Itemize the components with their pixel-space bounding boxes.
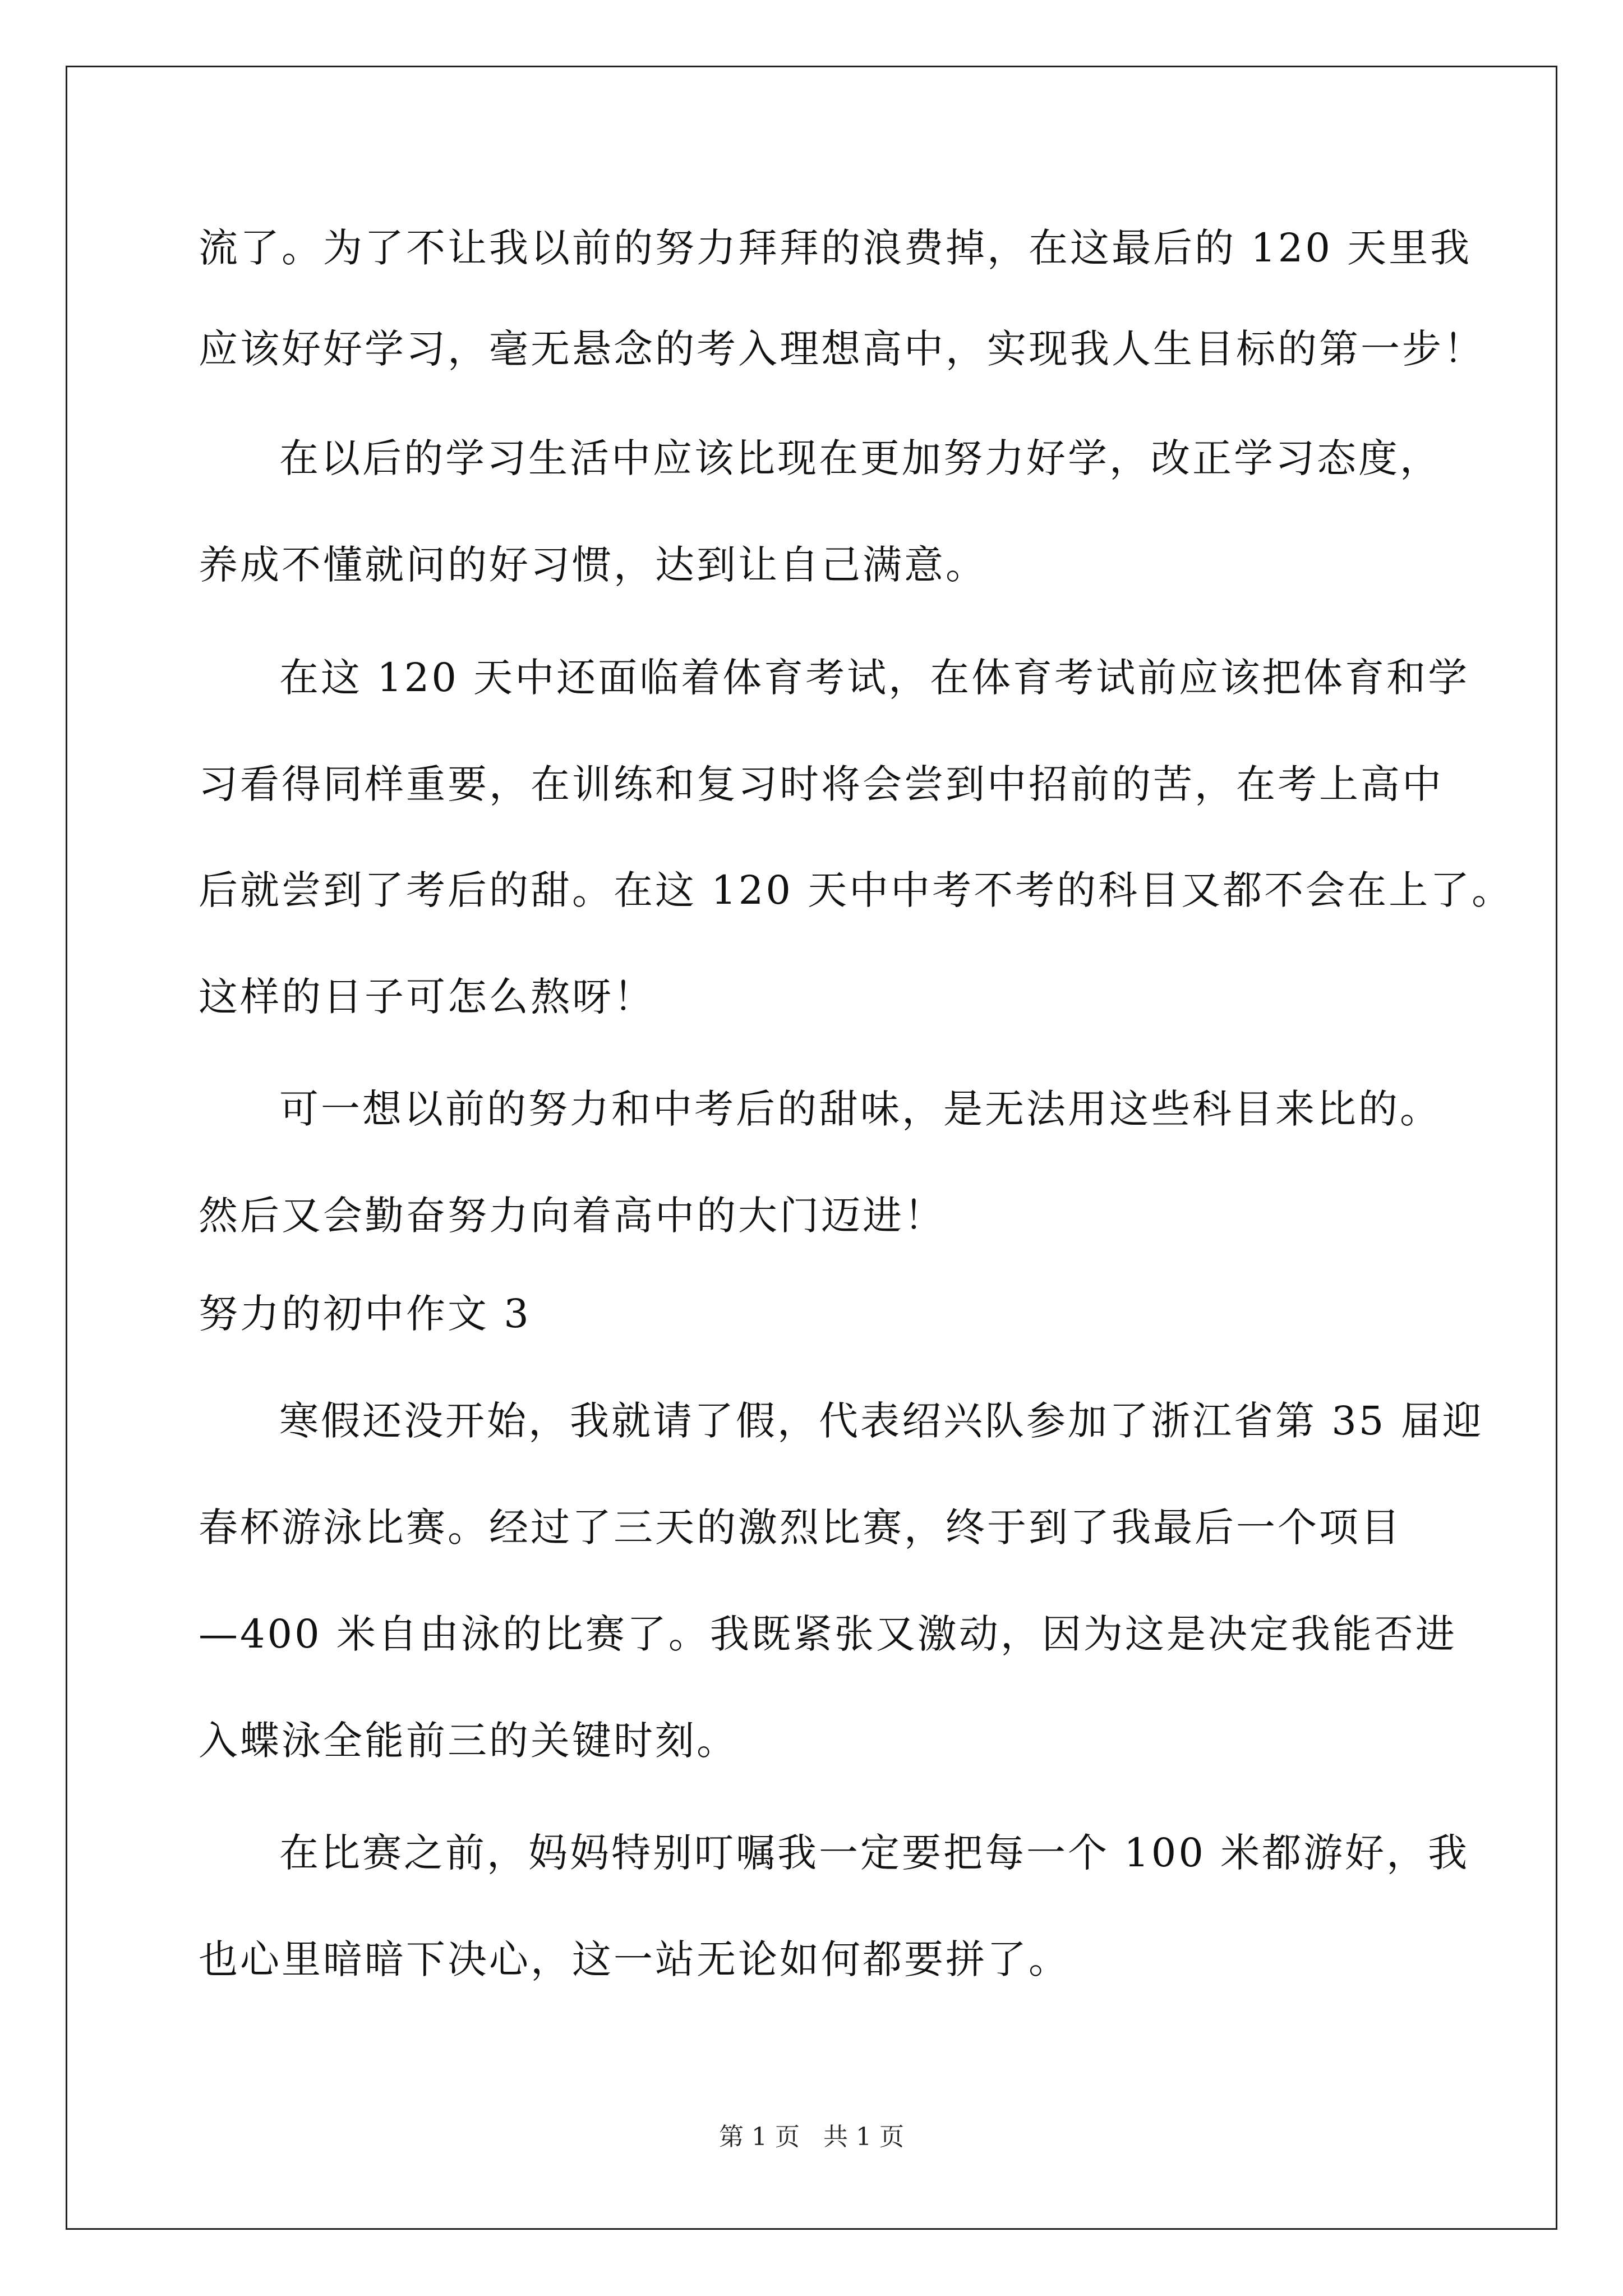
paragraph-line: 可一想以前的努力和中考后的甜味，是无法用这些科目来比的。	[279, 1086, 1441, 1132]
paragraph-line: 应该好好学习，毫无悬念的考入理想高中，实现我人生目标的第一步！	[199, 326, 1485, 372]
paragraph-line: 习看得同样重要，在训练和复习时将会尝到中招前的苦，在考上高中	[199, 761, 1444, 807]
paragraph-line: 后就尝到了考后的甜。在这 120 天中中考不考的科目又都不会在上了。	[199, 867, 1514, 913]
paragraph-line: 在比赛之前，妈妈特别叮嘱我一定要把每一个 100 米都游好，我	[279, 1830, 1470, 1876]
paragraph-line: 然后又会勤奋努力向着高中的大门迈进！	[199, 1193, 946, 1239]
paragraph-line: 春杯游泳比赛。经过了三天的激烈比赛，终于到了我最后一个项目	[199, 1504, 1402, 1550]
paragraph-line: 也心里暗暗下决心，这一站无论如何都要拼了。	[199, 1936, 1070, 1982]
page-footer: 第 1 页 共 1 页	[719, 2123, 904, 2151]
paragraph-line: 寒假还没开始，我就请了假，代表绍兴队参加了浙江省第 35 届迎	[279, 1398, 1484, 1444]
paragraph-line: 在这 120 天中还面临着体育考试，在体育考试前应该把体育和学	[279, 655, 1470, 701]
paragraph-line: —400 米自由泳的比赛了。我既紧张又激动，因为这是决定我能否进	[199, 1611, 1457, 1657]
paragraph-line: 在以后的学习生活中应该比现在更加努力好学，改正学习态度，	[279, 435, 1441, 481]
paragraph-line: 入蝶泳全能前三的关键时刻。	[199, 1718, 738, 1764]
section-heading: 努力的初中作文 3	[199, 1291, 531, 1337]
paragraph-line: 养成不懂就问的好习惯，达到让自己满意。	[199, 542, 987, 588]
paragraph-line: 流了。为了不让我以前的努力拜拜的浪费掉，在这最后的 120 天里我	[199, 225, 1472, 271]
paragraph-line: 这样的日子可怎么熬呀！	[199, 974, 655, 1020]
